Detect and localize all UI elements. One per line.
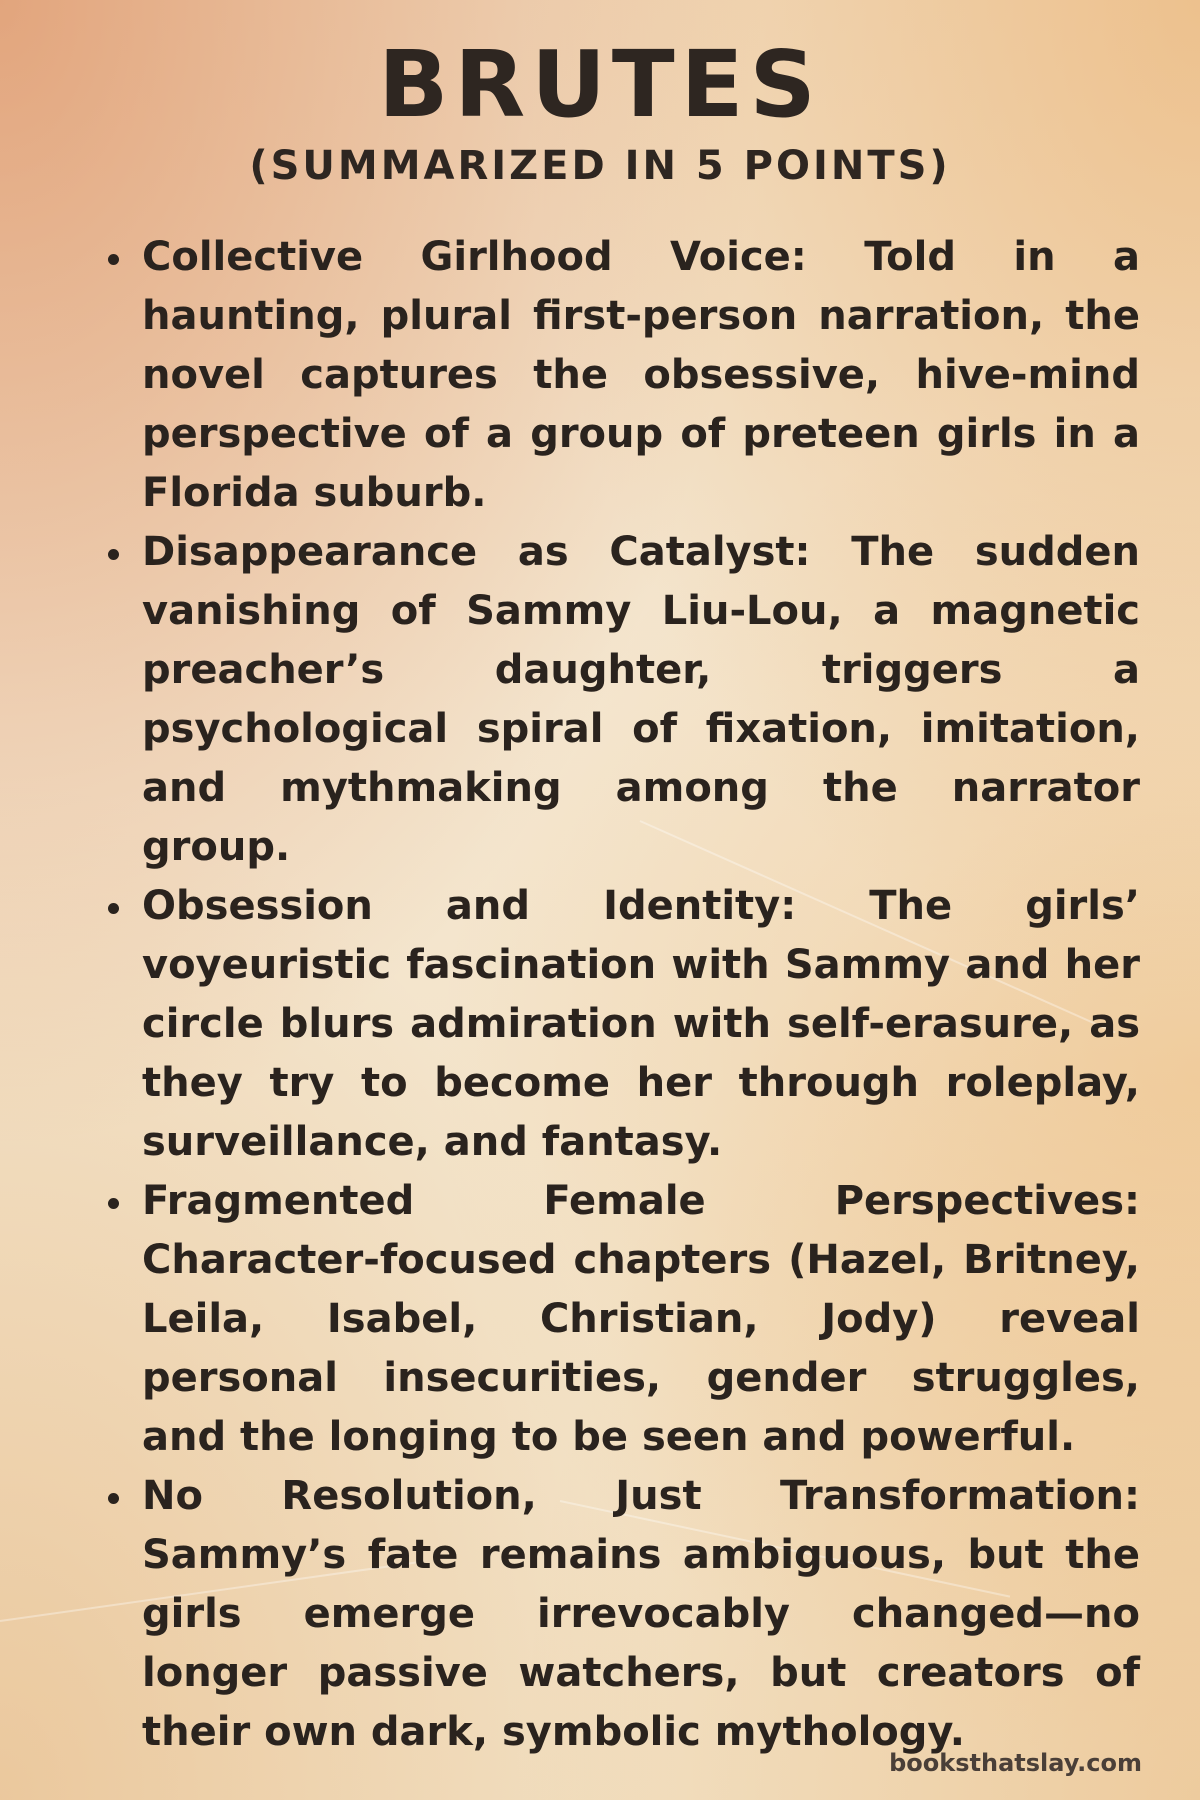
page-subtitle: (SUMMARIZED IN 5 POINTS)	[249, 143, 951, 189]
summary-point	[100, 228, 1140, 523]
summary-point	[100, 523, 1140, 877]
summary-point-text: Disappearance as Catalyst: The sudden vanishing of Sammy Liu-Lou, a magnetic preacher’s daughter, triggers a psychological spiral of fixation, imitation, and mythmaking among the narrator group.	[142, 529, 1140, 870]
summary-point-text: Obsession and Identity: The girls’ voyeuristic fascination with Sammy and her circle blurs admiration with self-erasure, as they try to become her through roleplay, surveillance, and fantasy.	[142, 883, 1140, 1165]
page-title: BRUTES	[378, 31, 822, 138]
summary-point	[100, 1467, 1140, 1762]
summary-points-list	[100, 228, 1140, 1762]
source-watermark: booksthatslay.com	[889, 1749, 1142, 1777]
summary-point-text: Collective Girlhood Voice: Told in a haunting, plural first-person narration, the novel captures the obsessive, hive-mind perspective of a group of preteen girls in a Florida suburb.	[142, 234, 1140, 516]
bullet-icon	[108, 1198, 119, 1209]
summary-point-text: Fragmented Female Perspectives: Character-focused chapters (Hazel, Britney, Leila, Isabel, Christian, Jody) reveal personal insecurities, gender struggles, and the longing to be seen and powerful.	[142, 1178, 1140, 1460]
bullet-icon	[108, 254, 119, 265]
summary-point	[100, 877, 1140, 1172]
summary-point-text: No Resolution, Just Transformation: Sammy’s fate remains ambiguous, but the girls emerge irrevocably changed—no longer passive watchers, but creators of their own dark, symbolic mythology.	[142, 1473, 1140, 1755]
bullet-icon	[108, 1493, 119, 1504]
bullet-icon	[108, 903, 119, 914]
bullet-icon	[108, 549, 119, 560]
summary-point	[100, 1172, 1140, 1467]
